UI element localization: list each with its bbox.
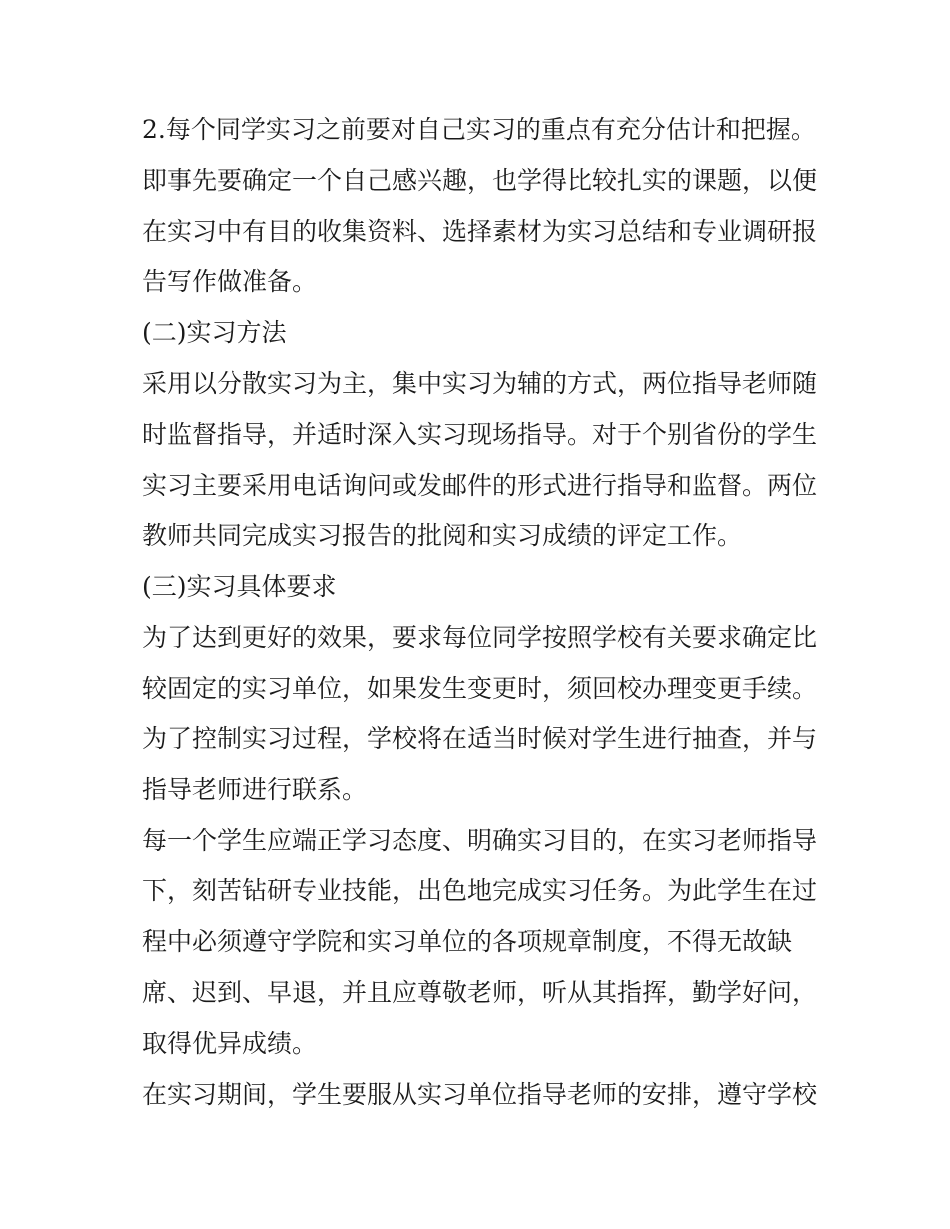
section-heading: (三)实习具体要求 (142, 572, 337, 601)
section-heading: (二)实习方法 (142, 318, 287, 347)
text-line: 告写作做准备。 (142, 267, 318, 296)
text-line: 在实习中有目的收集资料、选择素材为实习总结和专业调研报 (142, 217, 818, 246)
text-line: 即事先要确定一个自己感兴趣，也学得比较扎实的课题，以便 (142, 166, 818, 195)
text-line: 时监督指导，并适时深入实习现场指导。对于个别省份的学生 (142, 420, 818, 449)
text-line: 在实习期间，学生要服从实习单位指导老师的安排，遵守学校 (142, 1080, 818, 1109)
text-line: 采用以分散实习为主，集中实习为辅的方式，两位指导老师随 (142, 369, 818, 398)
text-line: 席、迟到、早退，并且应尊敬老师，听从其指挥，勤学好问， (142, 978, 818, 1007)
text-line: 程中必须遵守学院和实习单位的各项规章制度，不得无故缺 (142, 927, 793, 956)
text-line: 实习主要采用电话询问或发邮件的形式进行指导和监督。两位 (142, 471, 818, 500)
text-line: 为了控制实习过程，学校将在适当时候对学生进行抽查，并与 (142, 724, 818, 753)
text-line: 教师共同完成实习报告的批阅和实习成绩的评定工作。 (142, 521, 743, 550)
text-line: 2.每个同学实习之前要对自己实习的重点有充分估计和把握。 (142, 115, 816, 144)
text-line: 取得优异成绩。 (142, 1029, 318, 1058)
text-line: 为了达到更好的效果，要求每位同学按照学校有关要求确定比 (142, 623, 818, 652)
text-line: 下，刻苦钻研专业技能，出色地完成实习任务。为此学生在过 (142, 876, 818, 905)
text-line: 每一个学生应端正学习态度、明确实习目的，在实习老师指导 (142, 826, 818, 855)
text-line: 指导老师进行联系。 (142, 775, 368, 804)
text-line: 较固定的实习单位，如果发生变更时，须回校办理变更手续。 (142, 674, 818, 703)
